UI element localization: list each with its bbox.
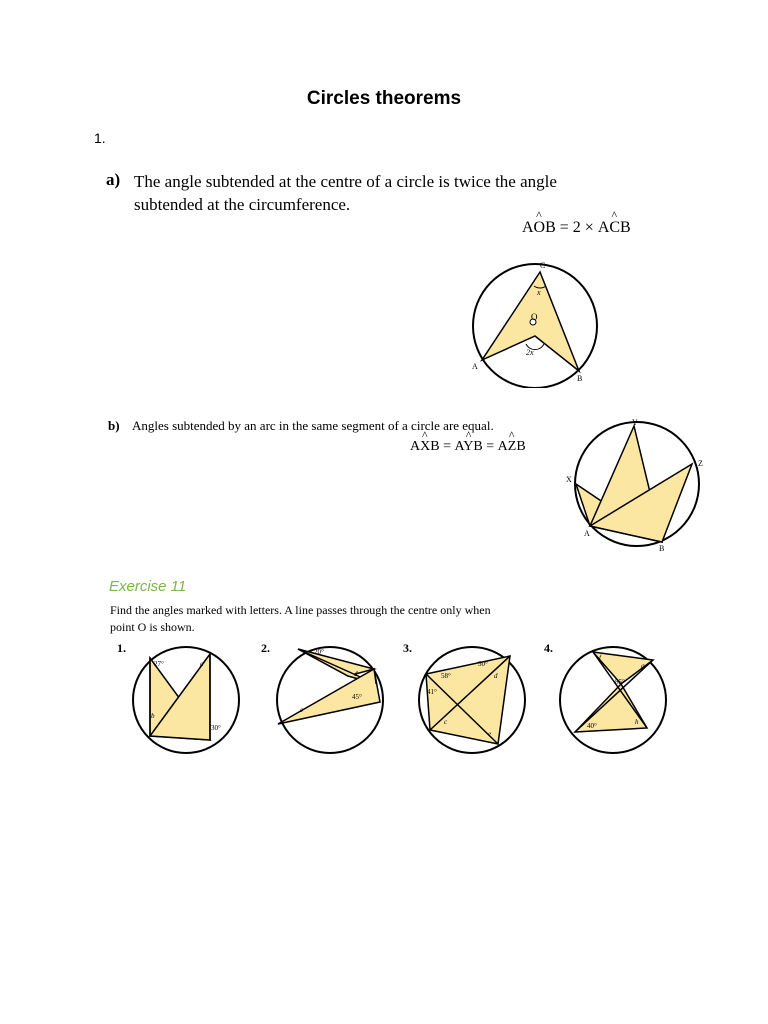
exercise-diagram-2 — [272, 644, 388, 756]
label-a: A — [472, 362, 478, 371]
angle-45: 45° — [352, 693, 362, 701]
formula-axb: ^ AXB — [410, 439, 440, 455]
angle-40: 40° — [587, 722, 597, 730]
exercise-question-2-label: 2. — [261, 641, 270, 655]
angle-d: d — [354, 670, 358, 678]
exercise-diagram-4 — [555, 644, 671, 756]
quadrilateral — [426, 656, 510, 744]
part-b-text: Angles subtended by an arc in the same segment of a circle are equal. — [132, 418, 494, 433]
part-b-label: b) — [108, 418, 120, 433]
exercise-title: Exercise 11 — [109, 578, 187, 595]
exercise-diagram-3 — [414, 644, 530, 756]
angle-f: f — [599, 654, 601, 662]
angle-30: 30° — [478, 660, 488, 668]
angle-85: 85° — [615, 678, 625, 686]
question-number: 1. — [94, 130, 106, 146]
angle-41: 41° — [427, 688, 437, 696]
same-segment-diagram — [562, 416, 712, 556]
label-b: B — [659, 544, 665, 553]
exercise-diagram-1 — [128, 644, 244, 756]
part-b-formula — [410, 439, 526, 455]
angle-g: g — [641, 662, 645, 670]
angle-30: 30° — [211, 724, 221, 732]
label-o: O — [531, 312, 538, 322]
label-x: x — [537, 288, 541, 297]
exercise-question-1-label: 1. — [117, 641, 126, 655]
centre-angle-diagram — [460, 258, 610, 388]
label-b: B — [577, 374, 583, 383]
angle-e: e — [488, 730, 492, 738]
formula-eq-1: = — [439, 439, 455, 454]
label-z: Z — [698, 459, 703, 468]
label-x: X — [566, 475, 572, 484]
angle-d: d — [494, 672, 498, 680]
angle-27: 27° — [154, 660, 164, 668]
formula-middle: = 2 × — [555, 219, 598, 236]
formula-acb: ^ ACB — [598, 219, 631, 237]
exercise-question-3-label: 3. — [403, 641, 412, 655]
exercise-instructions: Find the angles marked with letters. A line passes through the centre only when point O is shown. — [110, 603, 491, 634]
part-a-label: a) — [106, 170, 121, 189]
triangle-top — [298, 649, 374, 676]
angle-c: c — [300, 706, 304, 714]
formula-eq-2: = — [482, 439, 498, 454]
angle-c: c — [444, 718, 448, 726]
formula-aob: ^ AOB — [522, 219, 556, 237]
angle-20: 20° — [314, 648, 324, 656]
label-c: C — [540, 261, 546, 270]
formula-azb: ^ AZB — [498, 439, 526, 455]
angle-58: 58° — [441, 672, 451, 680]
formula-ayb: ^ AYB — [454, 439, 482, 455]
angle-a: a — [200, 660, 204, 668]
part-a-formula — [522, 219, 631, 237]
exercise-question-4-label: 4. — [544, 641, 553, 655]
part-a-text: The angle subtended at the centre of a circle is twice the angle subtended at the circumference. — [134, 172, 557, 214]
label-2x: 2x — [526, 348, 534, 357]
page-title: Circles theorems — [306, 88, 462, 109]
angle-h: h — [635, 718, 639, 726]
triangle-bottom — [278, 669, 380, 724]
angle-b: b — [151, 712, 155, 720]
label-y: Y — [632, 418, 638, 427]
label-a: A — [584, 529, 590, 538]
